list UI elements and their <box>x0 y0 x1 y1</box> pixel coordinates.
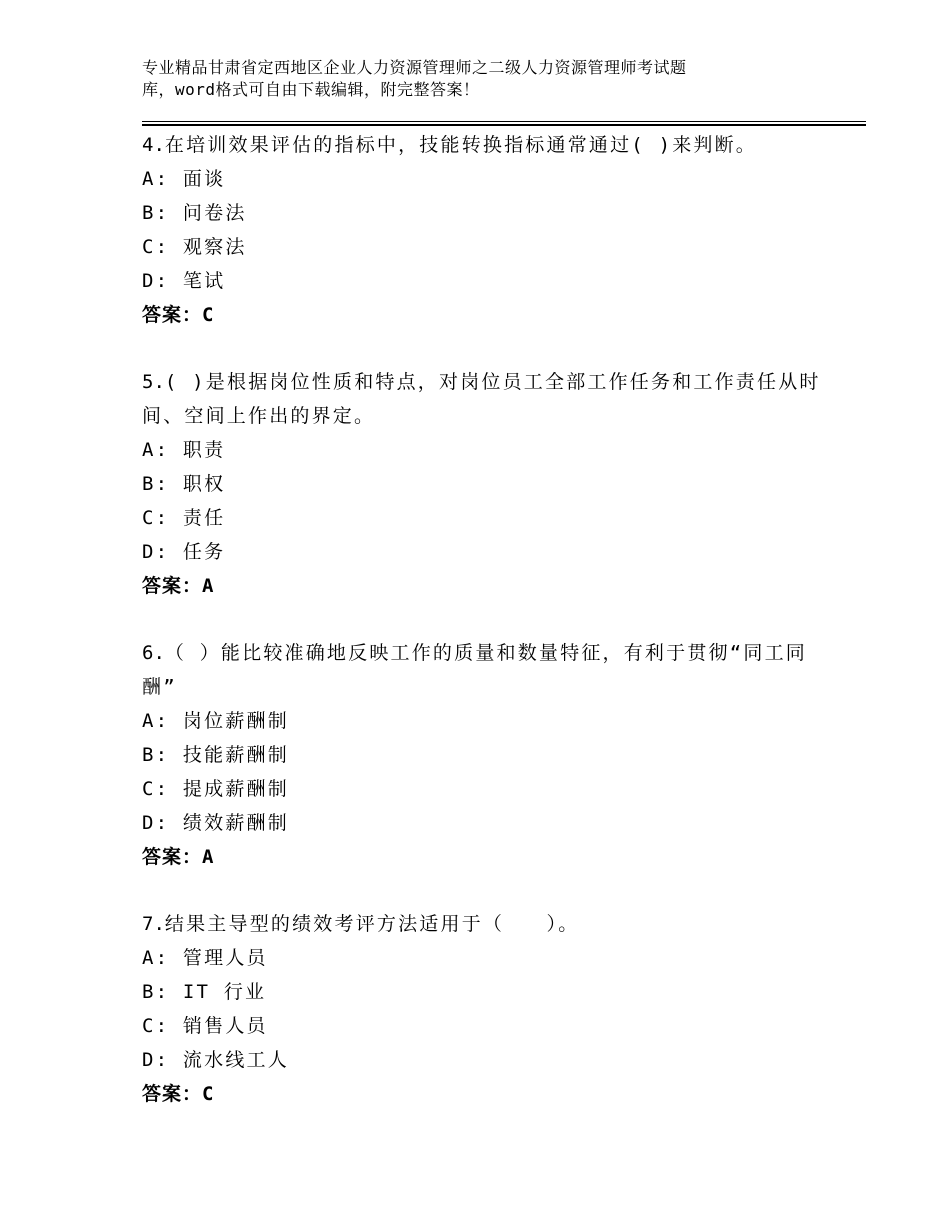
question-number: 4. <box>142 134 165 156</box>
option-d: D: 绩效薪酬制 <box>142 812 289 834</box>
question-6 <box>142 636 822 874</box>
answer-line <box>142 298 822 332</box>
question-stem: 在培训效果评估的指标中，技能转换指标通常通过( )来判断。 <box>164 134 758 156</box>
answer-label: 答案： <box>142 846 203 868</box>
document-header <box>142 57 842 101</box>
answer-line <box>142 1077 822 1111</box>
option-c: C: 销售人员 <box>142 1015 268 1037</box>
answer-value: A <box>202 575 215 597</box>
question-5 <box>142 365 822 603</box>
question-text <box>142 128 822 162</box>
option-b: B: 问卷法 <box>142 202 247 224</box>
option-d: D: 流水线工人 <box>142 1049 289 1071</box>
answer-value: A <box>202 846 215 868</box>
option-a: A: 面谈 <box>142 168 226 190</box>
option-c: C: 责任 <box>142 507 226 529</box>
answer-label: 答案： <box>142 1083 203 1105</box>
option-a: A: 职责 <box>142 439 226 461</box>
question-number: 5. <box>142 371 165 393</box>
question-number: 7. <box>142 913 165 935</box>
answer-label: 答案： <box>142 575 203 597</box>
answer-value: C <box>202 1083 215 1105</box>
option-c: C: 观察法 <box>142 236 247 258</box>
question-7 <box>142 907 822 1111</box>
answer-line <box>142 840 822 874</box>
question-text <box>142 636 822 704</box>
option-b: B: 技能薪酬制 <box>142 744 289 766</box>
header-divider <box>142 121 866 126</box>
question-list <box>142 128 822 1144</box>
question-stem: ( )是根据岗位性质和特点，对岗位员工全部工作任务和工作责任从时间、空间上作出的界定。 <box>142 371 821 427</box>
option-a: A: 管理人员 <box>142 947 268 969</box>
question-number: 6. <box>142 642 165 664</box>
option-b: B: 职权 <box>142 473 226 495</box>
question-stem: 结果主导型的绩效考评方法适用于（ ）。 <box>164 913 580 935</box>
option-d: D: 任务 <box>142 541 226 563</box>
header-line-2: 库，word格式可自由下载编辑，附完整答案！ <box>142 80 480 99</box>
answer-line <box>142 569 822 603</box>
question-text <box>142 365 822 433</box>
question-4 <box>142 128 822 332</box>
option-a: A: 岗位薪酬制 <box>142 710 289 732</box>
header-line-1: 专业精品甘肃省定西地区企业人力资源管理师之二级人力资源管理师考试题 <box>142 58 687 77</box>
option-b: B: IT 行业 <box>142 981 267 1003</box>
option-d: D: 笔试 <box>142 270 226 292</box>
answer-value: C <box>202 304 215 326</box>
question-stem: （ ）能比较准确地反映工作的质量和数量特征，有利于贯彻“同工同酬” <box>142 642 807 698</box>
answer-label: 答案： <box>142 304 203 326</box>
option-c: C: 提成薪酬制 <box>142 778 289 800</box>
question-text <box>142 907 822 941</box>
